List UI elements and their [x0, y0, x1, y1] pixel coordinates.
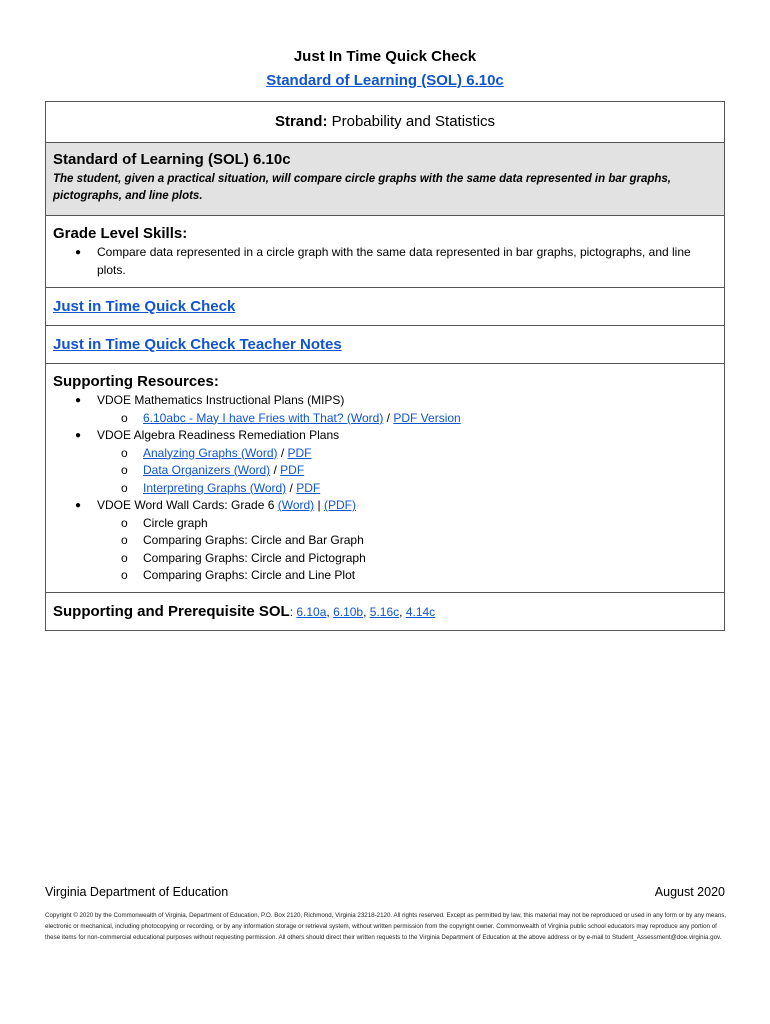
skill-item: ● Compare data represented in a circle graph with the same data represented in bar graphs, pictographs, and line plots. — [75, 244, 717, 279]
separator: , — [326, 605, 334, 619]
copyright-notice: Copyright © 2020 by the Commonwealth of Virginia, Department of Education, P.O. Box 2120, Richmond, Virginia 23218-2120. All rights reserved. Except as permitted by law, this material may not be reproduced or used in any form or by any means, electronic or mechanical, including photocopying or recording, or by any information storage or retrieval system, without written permission from the copyright owner. Commonwealth of Virginia public school educators may reproduce any portion of these items for non-commercial educational purposes without requesting permission. All others should direct their written requests to the Virginia Department of Education at the above address or by e-mail to Student_Assessment@doe.virginia.gov. — [45, 912, 727, 941]
prereq-row — [46, 592, 724, 630]
interpreting-graphs-link[interactable]: Interpreting Graphs — [143, 480, 247, 495]
wwc-word-link[interactable]: (Word) — [277, 498, 315, 512]
page-title: Just In Time Quick Check — [293, 48, 477, 65]
prereq-label: Supporting and Prerequisite SOL — [53, 603, 290, 620]
analyzing-graphs-word-link[interactable]: (Word) — [237, 445, 278, 460]
resources-heading: Supporting Resources: — [53, 373, 219, 390]
footer-org: Virginia Department of Education — [45, 885, 229, 899]
list-item — [121, 480, 717, 498]
strand-value: Probability and Statistics — [327, 113, 496, 130]
separator: / — [286, 480, 297, 495]
arp-sublist — [97, 445, 717, 498]
footer-date: August 2020 — [654, 885, 725, 899]
analyzing-graphs-link[interactable]: Analyzing Graphs — [143, 445, 238, 460]
mips-sublist — [97, 410, 717, 428]
list-item: o Comparing Graphs: Circle and Line Plot — [121, 567, 717, 585]
resources-row — [46, 363, 724, 592]
skills-row — [46, 215, 724, 287]
list-item — [121, 410, 717, 428]
separator: / — [277, 445, 288, 460]
wwc-pdf-link[interactable]: (PDF) — [323, 498, 356, 512]
list-item — [121, 445, 717, 463]
strand-label: Strand: — [274, 113, 328, 130]
quick-check-link[interactable]: Just in Time Quick Check — [53, 298, 236, 315]
list-item — [121, 462, 717, 480]
skills-heading: Grade Level Skills: — [53, 225, 188, 242]
list-item — [75, 497, 717, 585]
data-organizers-link[interactable]: Data Organizers — [143, 463, 231, 477]
arp-label: VDOE Algebra Readiness Remediation Plans — [97, 428, 340, 442]
sol-description: The student, given a practical situation, will compare circle graphs with the same data represented in bar graphs, pictographs, and line plots. — [53, 173, 671, 202]
separator: , — [399, 605, 406, 619]
analyzing-graphs-pdf-link[interactable]: PDF — [287, 445, 312, 460]
mips-word-link[interactable]: 6.10abc - May I have Fries with That? (Word) — [143, 410, 384, 425]
separator: , — [363, 605, 370, 619]
mips-label: VDOE Mathematics Instructional Plans (MIPS) — [97, 393, 345, 407]
list-item: o Comparing Graphs: Circle and Pictograph — [121, 550, 717, 568]
prereq-link-6-10b[interactable]: 6.10b — [333, 605, 364, 619]
subtitle — [0, 72, 770, 89]
separator: | — [314, 498, 324, 512]
list-item — [75, 427, 717, 497]
resources-list — [53, 392, 717, 585]
strand-row — [46, 102, 724, 142]
sol-link[interactable]: Standard of Learning (SOL) 6.10c — [266, 72, 504, 89]
teacher-notes-row — [46, 325, 724, 363]
prereq-colon: : — [289, 605, 297, 619]
prereq-link-6-10a[interactable]: 6.10a — [296, 605, 327, 619]
list-item — [75, 392, 717, 427]
separator: / — [383, 410, 394, 425]
data-organizers-word-link[interactable]: (Word) — [230, 463, 271, 477]
wwc-sublist — [97, 515, 717, 585]
sol-title: Standard of Learning (SOL) 6.10c — [53, 151, 291, 168]
mips-pdf-link[interactable]: PDF Version — [393, 410, 461, 425]
wwc-label: VDOE Word Wall Cards: Grade 6 — [97, 498, 278, 512]
quick-check-row — [46, 287, 724, 325]
prereq-link-5-16c[interactable]: 5.16c — [369, 605, 400, 619]
sol-table — [45, 101, 725, 631]
data-organizers-pdf-link[interactable]: PDF — [280, 463, 305, 477]
sol-row — [46, 142, 724, 215]
prereq-link-4-14c[interactable]: 4.14c — [405, 605, 436, 619]
list-item: o Comparing Graphs: Circle and Bar Graph — [121, 532, 717, 550]
interpreting-graphs-word-link[interactable]: (Word) — [246, 480, 287, 495]
separator: / — [270, 463, 281, 477]
teacher-notes-link[interactable]: Just in Time Quick Check Teacher Notes — [53, 336, 342, 353]
skills-list — [53, 244, 717, 279]
interpreting-graphs-pdf-link[interactable]: PDF — [296, 480, 321, 495]
list-item: o Circle graph — [121, 515, 717, 533]
